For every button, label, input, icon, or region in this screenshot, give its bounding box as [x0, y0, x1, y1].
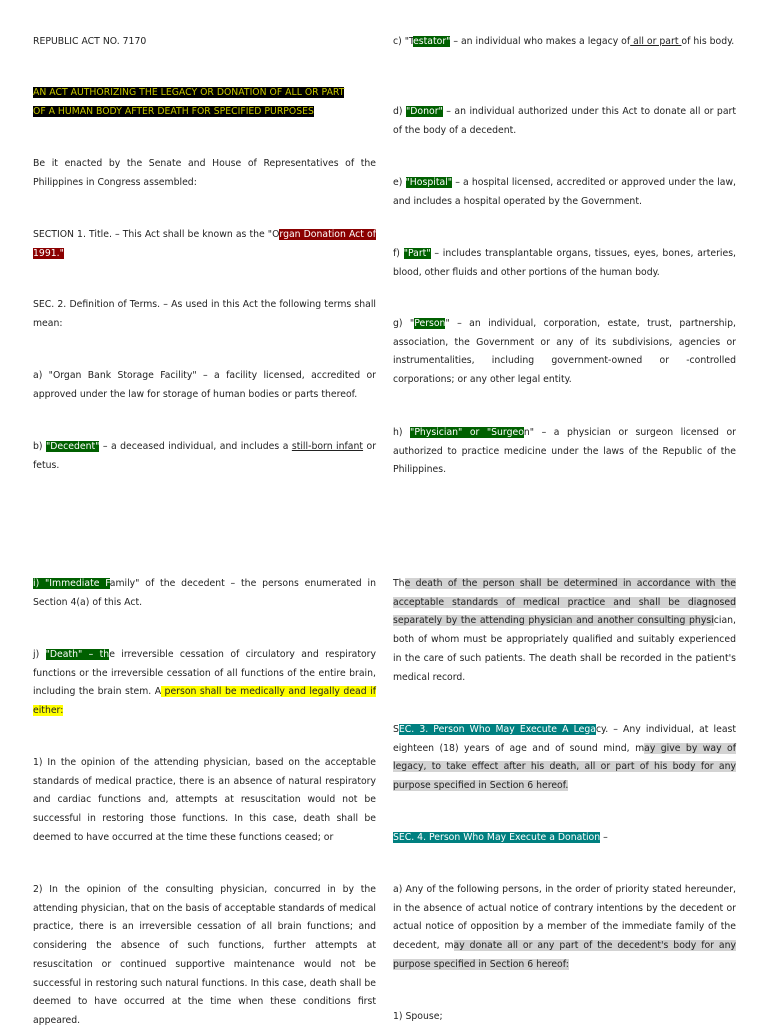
- definition-a: a) "Organ Bank Storage Facility" – a facility licensed, accredited or approved under the law for storage of human bodies or parts thereof.: [33, 370, 376, 400]
- section-4a: a) Any of the following persons, in the order of priority stated hereunder, in the absence of actual notice of contrary intentions by the decedent or actual notice of opposition by a member of the immediate family of the decedent, may donate all or any part of the decedent's body for any purpose specified in Section 6 hereof:: [393, 884, 736, 970]
- definition-c: c) "Testator" – an individual who makes a legacy of all or part of his body.: [393, 36, 735, 47]
- death-criterion-1: 1) In the opinion of the attending physician, based on the acceptable standards of medical practice, there is an absence of natural respiratory and cardiac functions and, attempts at resuscitation would not be successful in restoring those functions. In this case, death shall be deemed to have occurred at the time these functions ceased; or: [33, 757, 376, 843]
- definition-e: e) "Hospital" – a hospital licensed, accredited or approved under the law, and includes a hospital operated by the Government.: [393, 177, 737, 207]
- act-title: AN ACT AUTHORIZING THE LEGACY OR DONATION OF ALL OR PART OF A HUMAN BODY AFTER DEATH FOR SPECIFIED PURPOSES: [33, 87, 345, 117]
- definition-h: h) "Physician" or "Surgeon" – a physician or surgeon licensed or authorized to practice medicine under the laws of the Republic of the Philippines.: [393, 427, 736, 476]
- definition-d: d) "Donor" – an individual authorized under this Act to donate all or part of the body of a decedent.: [393, 106, 736, 136]
- definition-g: g) "Person" – an individual, corporation, estate, trust, partnership, association, the Government or any of its subdivisions, agencies or instrumentalities, including government-owned or -controlled corporations; or any other legal entity.: [393, 318, 736, 386]
- death-determination: The death of the person shall be determined in accordance with the acceptable standards of medical practice and shall be diagnosed separately by the attending physician and another consulting physician, both of whom must be appropriately qualified and suitably experienced in the care of such patients. The death shall be recorded in the patient's medical record.: [393, 578, 736, 683]
- death-criterion-2: 2) In the opinion of the consulting physician, concurred in by the attending physician, that on the basis of acceptable standards of medical practice, there is an irreversible cessation of all brain functions; and considering the absence of such functions, further attempts at resuscitation or continued supportive maintenance would not be successful in restoring such natural functions. In this case, death shall be deemed to have occurred at the time when these conditions first appeared.: [33, 884, 376, 1026]
- section-4-heading: SEC. 4. Person Who May Execute a Donation –: [393, 832, 608, 843]
- enacting-clause: Be it enacted by the Senate and House of Representatives of the Philippines in Congress assembled:: [33, 158, 376, 188]
- definition-b: b) "Decedent" – a deceased individual, and includes a still-born infant or fetus.: [33, 441, 377, 471]
- definition-f: f) "Part" – includes transplantable organs, tissues, eyes, bones, arteries, blood, other fluids and other portions of the human body.: [393, 248, 736, 278]
- section-2: SEC. 2. Definition of Terms. – As used in this Act the following terms shall mean:: [33, 299, 376, 329]
- definition-j: j) "Death" – the irreversible cessation of circulatory and respiratory functions or the irreversible cessation of all functions of the entire brain, including the brain stem. A person shall be medically and legally dead if either:: [33, 649, 377, 717]
- section-3: SEC. 3. Person Who May Execute A Legacy. – Any individual, at least eighteen (18) years of age and of sound mind, may give by way of legacy, to take effect after his death, all or part of his body for any purpose specified in Section 6 hereof.: [393, 724, 737, 792]
- definition-i: i) "Immediate Family" of the decedent – the persons enumerated in Section 4(a) of this Act.: [33, 578, 377, 608]
- act-number: REPUBLIC ACT NO. 7170: [33, 36, 147, 47]
- spouse-item: 1) Spouse;: [393, 1011, 443, 1022]
- section-1: SECTION 1. Title. – This Act shall be known as the "Organ Donation Act of 1991.": [33, 229, 376, 259]
